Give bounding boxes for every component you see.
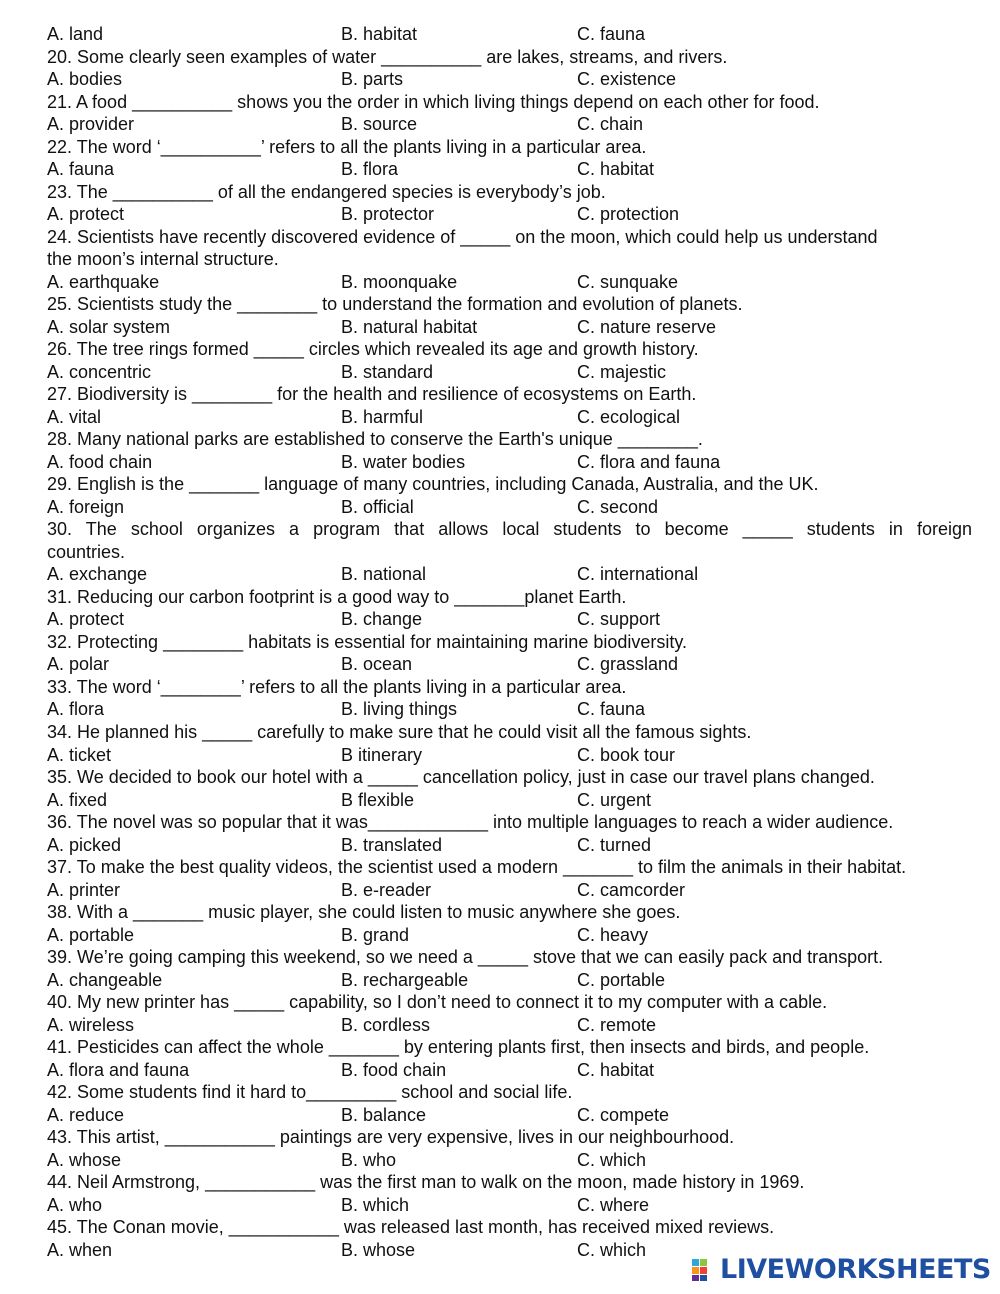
option-a[interactable]: A. fauna [47,159,115,180]
liveworksheets-brand [691,1255,991,1283]
option-a[interactable]: A. concentric [47,361,152,382]
answer-options [47,451,972,474]
option-b[interactable]: B. source [341,114,418,135]
option-c[interactable]: C. grassland [577,654,679,675]
question-text: 22. The word ‘__________’ refers to all the plants living in a particular area. [47,136,647,157]
answer-options [47,1104,972,1127]
answer-options [47,1059,972,1082]
option-b[interactable]: B. moonquake [341,271,458,292]
option-c[interactable]: C. nature reserve [577,316,717,337]
question-text: 23. The __________ of all the endangered species is everybody’s job. [47,181,606,202]
option-b[interactable]: B. who [341,1149,397,1170]
option-b[interactable]: B. balance [341,1104,427,1125]
question-text: 30. The school organizes a program that allows local students to become _____ students in foreign [47,519,972,540]
question-text: 32. Protecting ________ habitats is essential for maintaining marine biodiversity. [47,631,688,652]
question-text: 26. The tree rings formed _____ circles which revealed its age and growth history. [47,339,699,360]
question-text: 39. We’re going camping this weekend, so we need a _____ stove that we can easily pack and transport. [47,947,884,968]
worksheet [47,23,972,1261]
option-b[interactable]: B. food chain [341,1059,447,1080]
option-c[interactable]: C. international [577,564,699,585]
question-text: 21. A food __________ shows you the order in which living things depend on each other for food. [47,91,820,112]
option-a[interactable]: A. provider [47,114,135,135]
answer-options [47,203,972,226]
option-a[interactable]: A. protect [47,204,125,225]
option-a[interactable]: A. whose [47,1149,122,1170]
option-a[interactable]: A. polar [47,654,110,675]
option-a[interactable]: A. printer [47,879,121,900]
question-text: 35. We decided to book our hotel with a _____ cancellation policy, just in case our travel plans changed. [47,767,875,788]
option-b[interactable]: B. official [341,496,414,517]
option-b[interactable]: B. parts [341,69,404,90]
answer-options [47,1194,972,1217]
question-text: 20. Some clearly seen examples of water __________ are lakes, streams, and rivers. [47,46,728,67]
option-b[interactable]: B. translated [341,834,443,855]
option-b[interactable]: B. e-reader [341,879,432,900]
option-a[interactable]: A. reduce [47,1104,125,1125]
question-text: 33. The word ‘________’ refers to all the plants living in a particular area. [47,676,627,697]
option-a[interactable]: A. who [47,1194,103,1215]
option-a[interactable]: A. bodies [47,69,123,90]
option-b[interactable]: B. flora [341,159,399,180]
option-b[interactable]: B. change [341,609,423,630]
answer-options [47,271,972,294]
question-text: 42. Some students find it hard to_________ school and social life. [47,1082,573,1103]
option-c[interactable]: C. compete [577,1104,670,1125]
question-text: 25. Scientists study the ________ to understand the formation and evolution of planets. [47,294,743,315]
option-a[interactable]: A. picked [47,834,122,855]
option-b[interactable]: B. rechargeable [341,969,469,990]
answer-options [47,1149,972,1172]
option-c[interactable]: C. protection [577,204,680,225]
question-text: 29. English is the _______ language of many countries, including Canada, Australia, and the UK. [47,474,819,495]
option-b[interactable]: B. cordless [341,1014,431,1035]
option-b[interactable]: B. which [341,1194,410,1215]
question-text: 41. Pesticides can affect the whole _______ by entering plants first, then insects and birds, and people. [47,1037,870,1058]
option-a[interactable]: A. fixed [47,789,108,810]
option-a[interactable]: A. foreign [47,496,125,517]
answer-options [47,158,972,181]
option-c[interactable]: C. sunquake [577,271,679,292]
option-b[interactable]: B itinerary [341,744,423,765]
option-c[interactable]: C. habitat [577,1059,655,1080]
option-a[interactable]: A. food chain [47,451,153,472]
answer-options [47,969,972,992]
option-a[interactable]: A. earthquake [47,271,160,292]
brand-text: LIVEWORKSHEETS [720,1253,991,1285]
option-c[interactable]: C. remote [577,1014,657,1035]
question-text: 31. Reducing our carbon footprint is a good way to _______planet Earth. [47,586,627,607]
option-b[interactable]: B. protector [341,204,435,225]
answer-options [47,316,972,339]
answer-options [47,834,972,857]
option-b[interactable]: B flexible [341,789,415,810]
question-text: 44. Neil Armstrong, ___________ was the first man to walk on the moon, made history in 1969. [47,1172,805,1193]
option-a[interactable]: A. vital [47,406,102,427]
question-text: 45. The Conan movie, ___________ was released last month, has received mixed reviews. [47,1217,775,1238]
option-c[interactable]: C. fauna [577,699,646,720]
option-c[interactable]: C. second [577,496,659,517]
option-c[interactable]: C. which [577,1239,647,1260]
option-c[interactable]: C. habitat [577,159,655,180]
option-c[interactable]: C. urgent [577,789,652,810]
option-c[interactable]: C. chain [577,114,644,135]
answer-options [47,113,972,136]
answer-options [47,924,972,947]
option-b[interactable]: B. national [341,564,427,585]
answer-options [47,744,972,767]
answer-options [47,496,972,519]
option-a[interactable]: A. when [47,1239,113,1260]
option-a[interactable]: A. protect [47,609,125,630]
answer-options [47,879,972,902]
option-a[interactable]: A. ticket [47,744,112,765]
liveworksheets-logo-icon [691,1256,717,1282]
option-b[interactable]: B. whose [341,1239,416,1260]
question-text: 38. With a _______ music player, she could listen to music anywhere she goes. [47,902,681,923]
option-a[interactable]: A. wireless [47,1014,135,1035]
question-text: 28. Many national parks are established to conserve the Earth's unique ________. [47,429,703,450]
option-b[interactable]: B. grand [341,924,410,945]
question-text: 24. Scientists have recently discovered evidence of _____ on the moon, which could help us understand [47,226,878,247]
answer-options [47,563,972,586]
question-text: 43. This artist, ___________ paintings are very expensive, lives in our neighbourhood. [47,1127,735,1148]
question-text: 40. My new printer has _____ capability, so I don’t need to connect it to my computer with a cable. [47,992,828,1013]
option-a[interactable]: A. flora [47,699,105,720]
question-text-continued: countries. [47,541,126,562]
option-c[interactable]: C. support [577,609,661,630]
answer-options [47,68,972,91]
answer-options [47,608,972,631]
option-a[interactable]: A. solar system [47,316,171,337]
answer-options [47,1014,972,1037]
answer-options [47,23,972,46]
question-text: 27. Biodiversity is ________ for the health and resilience of ecosystems on Earth. [47,384,697,405]
question-text: 36. The novel was so popular that it was____________ into multiple languages to reach a wider audience. [47,812,894,833]
answer-options [47,653,972,676]
option-c[interactable]: C. flora and fauna [577,451,721,472]
answer-options [47,406,972,429]
option-c[interactable]: C. heavy [577,924,649,945]
question-text: 37. To make the best quality videos, the scientist used a modern _______ to film the animals in their habitat. [47,857,907,878]
option-c[interactable]: C. ecological [577,406,681,427]
option-c[interactable]: C. fauna [577,24,646,44]
option-a[interactable]: A. changeable [47,969,163,990]
option-b[interactable]: B. habitat [341,24,418,44]
answer-options [47,698,972,721]
option-b[interactable]: B. ocean [341,654,413,675]
option-a[interactable]: A. land [47,24,104,44]
option-b[interactable]: B. natural habitat [341,316,478,337]
question-text: 34. He planned his _____ carefully to make sure that he could visit all the famous sights. [47,721,752,742]
option-c[interactable]: C. which [577,1149,647,1170]
option-a[interactable]: A. flora and fauna [47,1059,190,1080]
option-a[interactable]: A. portable [47,924,135,945]
option-c[interactable]: C. book tour [577,744,676,765]
option-c[interactable]: C. existence [577,69,677,90]
option-b[interactable]: B. living things [341,699,458,720]
option-c[interactable]: C. where [577,1194,650,1215]
option-b[interactable]: B. harmful [341,406,424,427]
question-text-continued: the moon’s internal structure. [47,249,279,270]
option-a[interactable]: A. exchange [47,564,148,585]
option-c[interactable]: C. portable [577,969,666,990]
option-c[interactable]: C. turned [577,834,652,855]
option-c[interactable]: C. camcorder [577,879,686,900]
option-c[interactable]: C. majestic [577,361,667,382]
option-b[interactable]: B. water bodies [341,451,466,472]
answer-options [47,361,972,384]
answer-options [47,789,972,812]
option-b[interactable]: B. standard [341,361,434,382]
